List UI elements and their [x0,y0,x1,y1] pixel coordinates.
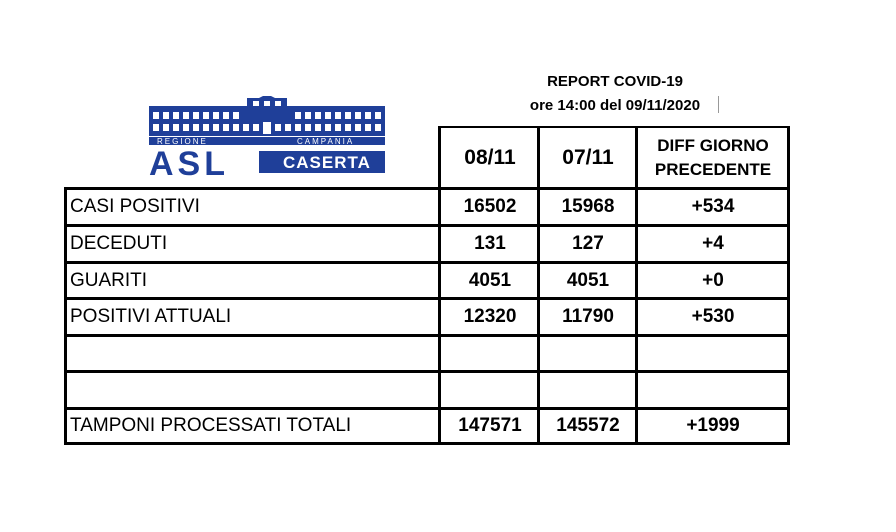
logo-asl-text: ASL [149,145,229,176]
report-title-line1: REPORT COVID-19 [547,73,683,90]
logo-region-text: REGIONE [157,137,208,146]
row-value: 4051 [468,269,512,291]
row-label-casi-positivi: CASI POSITIVI [70,196,200,217]
row-label-guariti: GUARITI [70,269,148,291]
col-header-diff [638,128,788,187]
report-title-line2: ore 14:00 del 09/11/2020 [529,97,701,114]
row-value: 145572 [556,415,620,436]
row-label-positivi-attuali: POSITIVI ATTUALI [70,306,232,327]
row-label-empty [70,373,438,407]
row-diff: +534 [691,196,735,217]
row-value: 11790 [562,306,614,327]
row-value: 15968 [561,196,615,217]
col-header-0811: 08/11 [464,145,516,169]
row-diff: +1999 [686,415,740,436]
row-label-empty [70,337,438,370]
col-header-0711: 07/11 [562,145,614,169]
col-header-diff-line2: PRECEDENTE [654,159,772,179]
row-diff: +0 [702,269,724,291]
logo-caserta-text: CASERTA [283,153,371,172]
text-cursor [718,96,719,113]
row-diff: +4 [702,233,724,254]
row-value: 12320 [463,306,517,327]
asl-caserta-logo [147,96,387,176]
row-value: 16502 [463,196,517,217]
report-title [500,70,730,118]
row-value: 131 [474,233,506,254]
logo-campania-text: CAMPANIA [297,137,355,146]
row-label-tamponi: TAMPONI PROCESSATI TOTALI [70,415,352,436]
row-diff: +530 [691,306,735,327]
row-value: 4051 [566,269,610,291]
col-header-diff-line1: DIFF GIORNO [657,135,769,155]
row-value: 127 [572,233,604,254]
row-label-deceduti: DECEDUTI [70,233,168,254]
row-value: 147571 [458,415,522,436]
